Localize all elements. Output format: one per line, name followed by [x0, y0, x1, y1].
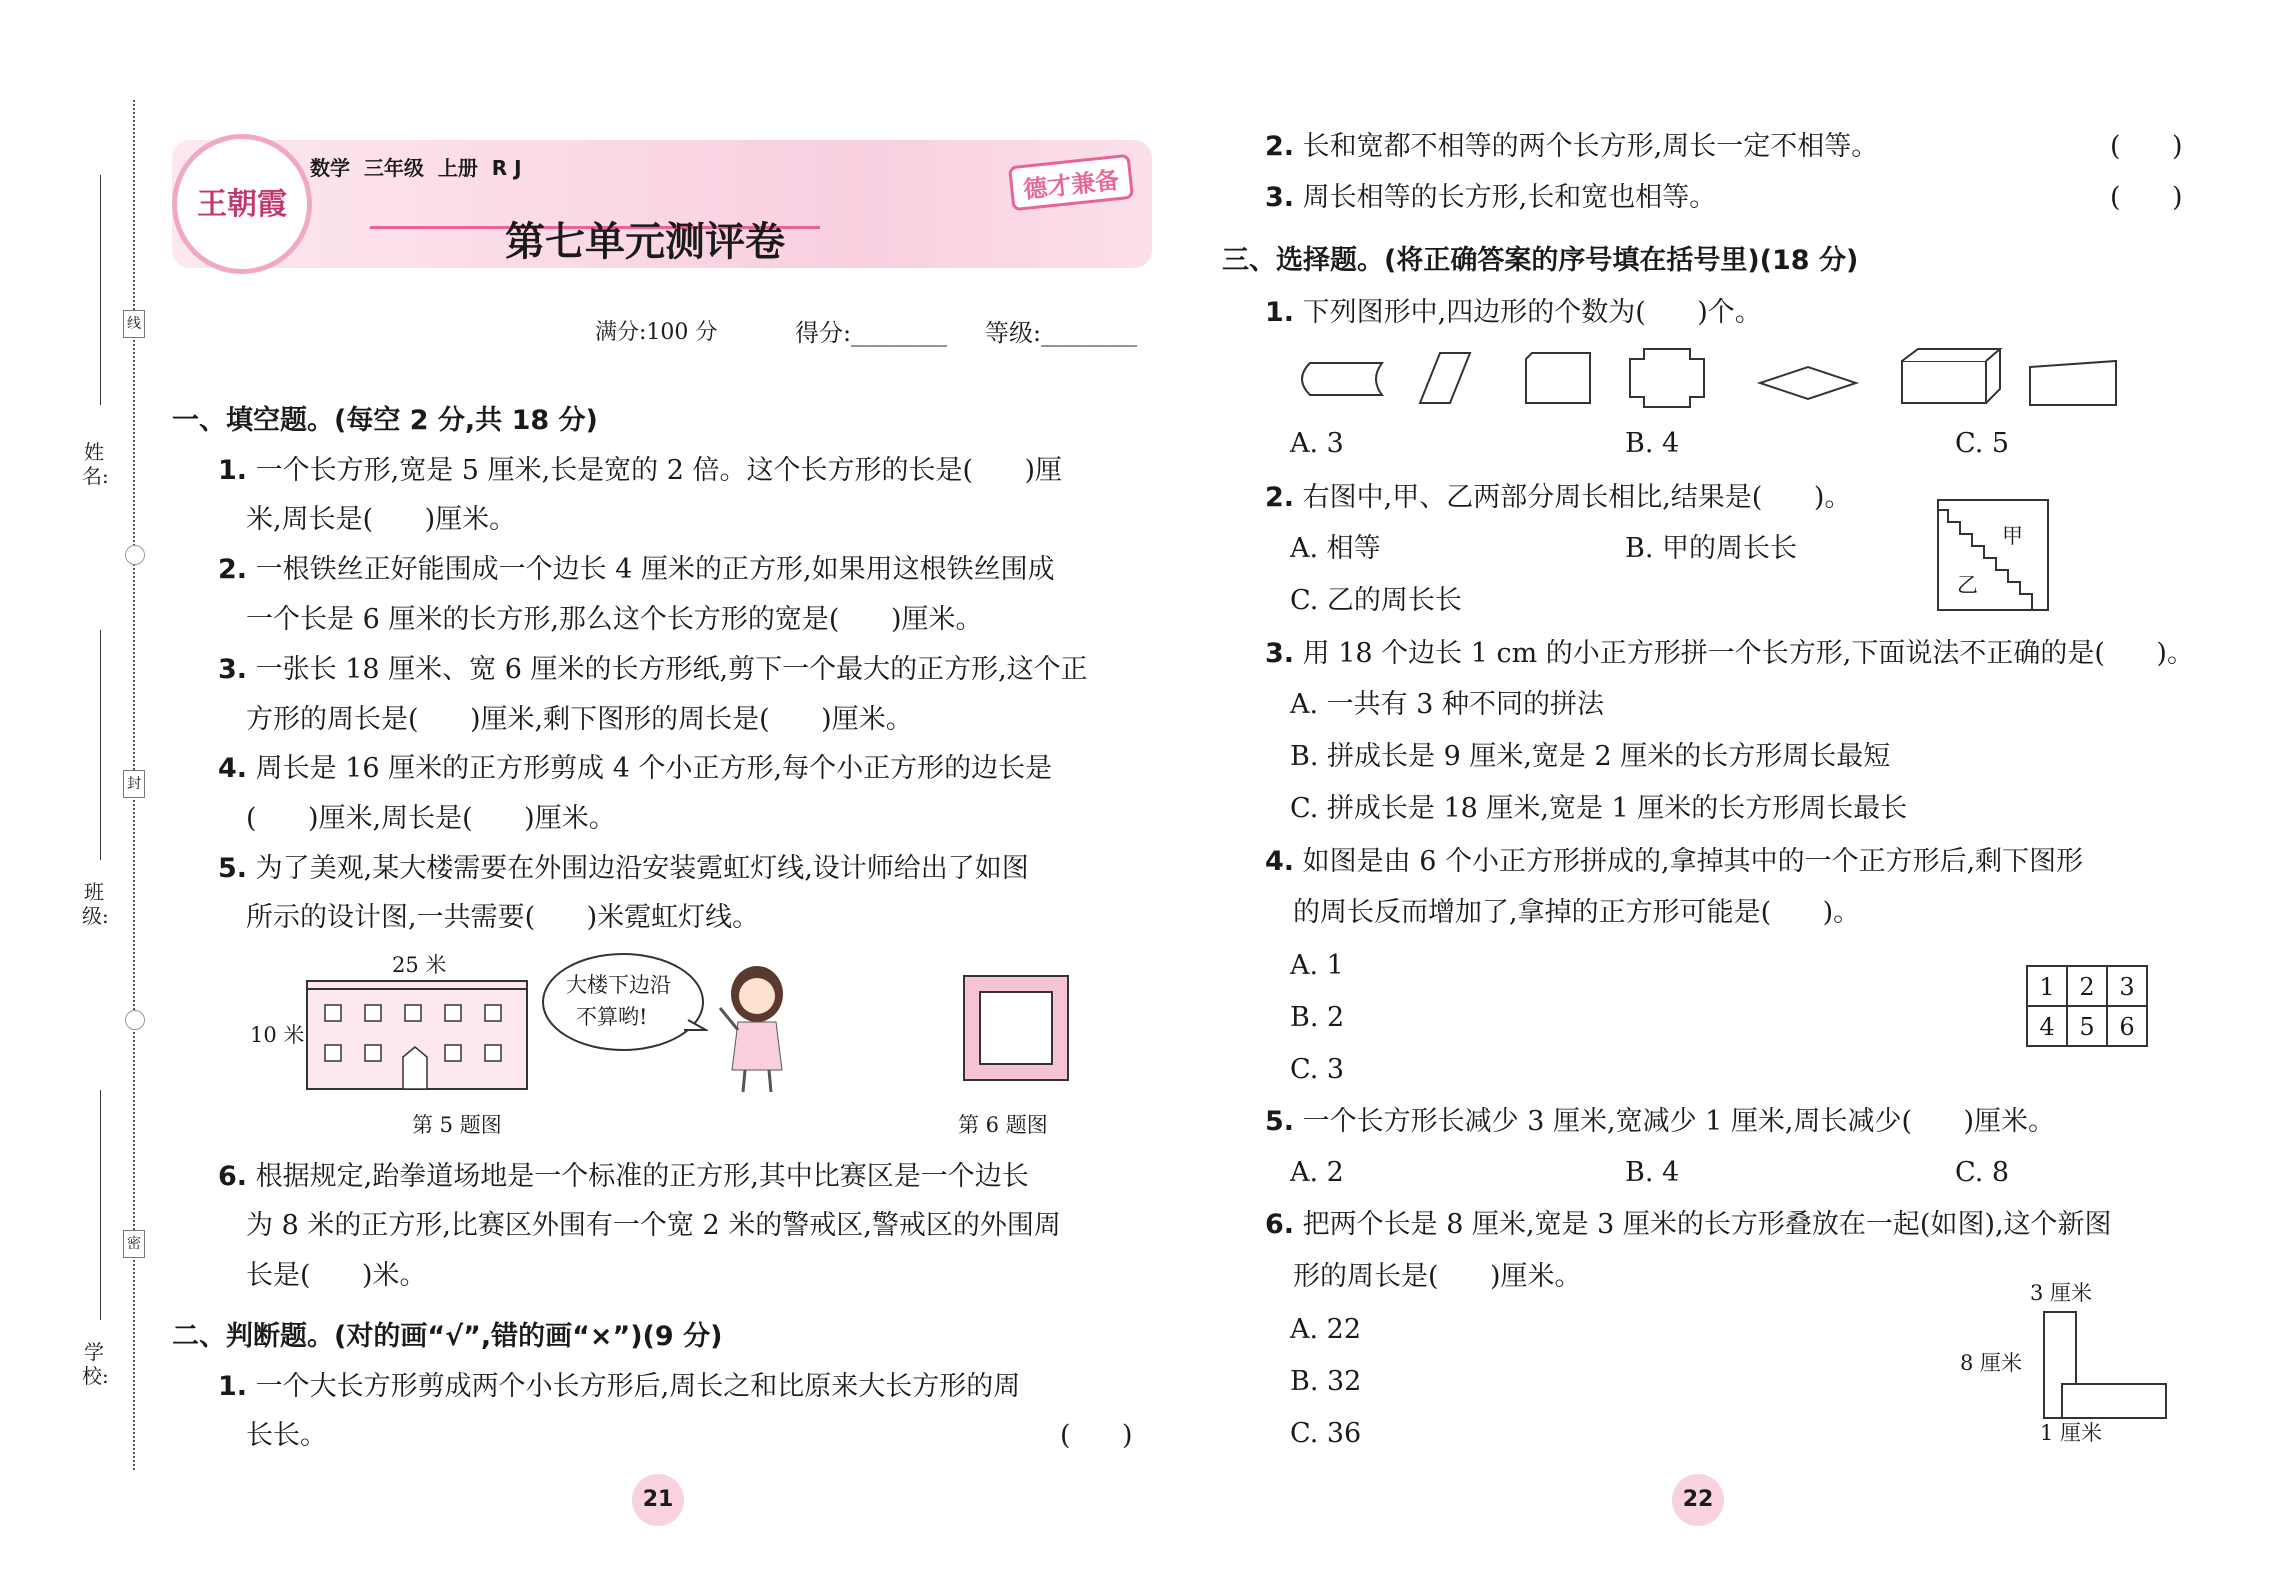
q3-6-line2: 形的周长是( )厘米。 [1293, 1261, 1582, 1292]
q1-2: 2. 一根铁丝正好能围成一个边长 4 厘米的正方形,如果用这根铁丝围成 [218, 554, 1055, 585]
q3-1-option-b[interactable]: B. 4 [1625, 428, 1680, 459]
score-field: 得分:________ [795, 319, 948, 347]
q3-6-option-b[interactable]: B. 32 [1290, 1366, 1362, 1397]
q3-6-overlap-figure [2040, 1308, 2170, 1420]
q3-1: 1. 下列图形中,四边形的个数为( )个。 [1265, 297, 1762, 328]
q3-6-fig-overlap-label: 1 厘米 [2040, 1421, 2103, 1445]
q3-3-option-c[interactable]: C. 拼成长是 18 厘米,宽是 1 厘米的长方形周长最长 [1290, 793, 1908, 824]
binding-school-label: 学 校: [82, 1340, 109, 1388]
binding-name-label: 姓 名: [82, 440, 109, 488]
fig6-caption: 第 6 题图 [958, 1113, 1048, 1137]
q1-6-line3: 长是( )米。 [246, 1260, 427, 1291]
section-2-heading: 二、判断题。(对的画“√”,错的画“×”)(9 分) [172, 1321, 723, 1352]
q3-4-grid-figure [2026, 965, 2148, 1047]
q2-2-answer-paren[interactable]: ( ) [2110, 131, 2183, 162]
q3-6-fig-height-label: 8 厘米 [1960, 1351, 2023, 1375]
q1-6-line2: 为 8 米的正方形,比赛区外围有一个宽 2 米的警戒区,警戒区的外围周 [246, 1210, 1061, 1241]
q2-1: 1. 一个大长方形剪成两个小长方形后,周长之和比原来大长方形的周 [218, 1371, 1021, 1402]
grade-field: 等级:________ [985, 319, 1138, 347]
q2-3: 3. 周长相等的长方形,长和宽也相等。 [1265, 182, 1717, 213]
grid-cell: 1 [2028, 967, 2068, 1007]
q1-4-line2: ( )厘米,周长是( )厘米。 [246, 803, 616, 834]
q1-2-line2: 一个长是 6 厘米的长方形,那么这个长方形的宽是( )厘米。 [246, 604, 983, 635]
q3-5: 5. 一个长方形长减少 3 厘米,宽减少 1 厘米,周长减少( )厘米。 [1265, 1106, 2056, 1137]
fig5-width-label: 25 米 [392, 953, 447, 977]
binding-knot [125, 1010, 145, 1030]
page-title: 第七单元测评卷 [505, 219, 785, 265]
q3-5-option-c[interactable]: C. 8 [1955, 1157, 2010, 1188]
grid-cell: 5 [2068, 1007, 2108, 1047]
q1-1-line2: 米,周长是( )厘米。 [246, 504, 517, 535]
grid-cell: 6 [2108, 1007, 2148, 1047]
q3-5-option-a[interactable]: A. 2 [1290, 1157, 1344, 1188]
header-meta: 数学 三年级 上册 R J [310, 156, 522, 180]
q3-4-option-a[interactable]: A. 1 [1290, 950, 1344, 981]
fig5-building [305, 975, 530, 1093]
q3-4-option-c[interactable]: C. 3 [1290, 1054, 1345, 1085]
q3-1-shapes [1290, 345, 2120, 415]
q3-2-fig-label-a: 甲 [2002, 524, 2023, 548]
binding-class-label: 班 级: [82, 880, 109, 928]
brand-name: 王朝霞 [197, 187, 287, 222]
section-3-heading: 三、选择题。(将正确答案的序号填在括号里)(18 分) [1222, 245, 1859, 276]
q3-1-option-c[interactable]: C. 5 [1955, 428, 2010, 459]
page-number-left: 21 [632, 1474, 684, 1526]
q3-3-option-b[interactable]: B. 拼成长是 9 厘米,宽是 2 厘米的长方形周长最短 [1290, 741, 1891, 772]
binding-mark-secret: 密 [123, 1230, 145, 1258]
q3-6-fig-width-label: 3 厘米 [2030, 1281, 2093, 1305]
q3-1-option-a[interactable]: A. 3 [1290, 428, 1344, 459]
binding-knot [125, 545, 145, 565]
fig5-height-label: 10 米 [250, 1023, 305, 1047]
q2-3-answer-paren[interactable]: ( ) [2110, 182, 2183, 213]
q1-4: 4. 周长是 16 厘米的正方形剪成 4 个小正方形,每个小正方形的边长是 [218, 753, 1053, 784]
class-underline [100, 630, 101, 860]
q3-4: 4. 如图是由 6 个小正方形拼成的,拿掉其中的一个正方形后,剩下图形 [1265, 846, 2084, 877]
score-full: 满分:100 分 [595, 320, 718, 345]
q3-6: 6. 把两个长是 8 厘米,宽是 3 厘米的长方形叠放在一起(如图),这个新图 [1265, 1209, 2112, 1240]
q3-3-option-a[interactable]: A. 一共有 3 种不同的拼法 [1290, 689, 1605, 720]
q1-6: 6. 根据规定,跆拳道场地是一个标准的正方形,其中比赛区是一个边长 [218, 1161, 1029, 1192]
q1-1: 1. 一个长方形,宽是 5 厘米,长是宽的 2 倍。这个长方形的长是( )厘 [218, 455, 1063, 486]
q3-6-option-c[interactable]: C. 36 [1290, 1418, 1362, 1449]
q3-2-fig-label-b: 乙 [1957, 573, 1978, 597]
q3-2-option-a[interactable]: A. 相等 [1290, 533, 1381, 564]
fig5-bubble-line2: 不算哟! [576, 1005, 648, 1029]
q2-2: 2. 长和宽都不相等的两个长方形,周长一定不相等。 [1265, 131, 1879, 162]
binding-mark-line: 线 [123, 310, 145, 338]
q1-5: 5. 为了美观,某大楼需要在外围边沿安装霓虹灯线,设计师给出了如图 [218, 853, 1029, 884]
brand-logo [172, 134, 312, 274]
binding-mark-seal: 封 [123, 770, 145, 798]
section-1-heading: 一、填空题。(每空 2 分,共 18 分) [172, 405, 598, 436]
q3-2-staircase-figure [1936, 498, 2052, 614]
slogan-badge: 德才兼备 [1008, 154, 1134, 212]
q2-1-answer-paren[interactable]: ( ) [1060, 1420, 1133, 1451]
name-underline [100, 175, 101, 405]
grid-cell: 4 [2028, 1007, 2068, 1047]
grid-cell: 2 [2068, 967, 2108, 1007]
q3-4-option-b[interactable]: B. 2 [1290, 1002, 1345, 1033]
q1-5-line2: 所示的设计图,一共需要( )米霓虹灯线。 [246, 902, 760, 933]
q2-1-line2: 长长。 [246, 1420, 327, 1451]
q3-2-option-c[interactable]: C. 乙的周长长 [1290, 585, 1462, 616]
fig5-bubble-line1: 大楼下边沿 [566, 973, 671, 997]
q3-4-line2: 的周长反而增加了,拿掉的正方形可能是( )。 [1293, 897, 1861, 928]
school-underline [100, 1090, 101, 1320]
q1-3-line2: 方形的周长是( )厘米,剩下图形的周长是( )厘米。 [246, 704, 913, 735]
q3-2-option-b[interactable]: B. 甲的周长长 [1625, 533, 1798, 564]
fig6-square-frame [962, 974, 1072, 1084]
q3-3: 3. 用 18 个边长 1 cm 的小正方形拼一个长方形,下面说法不正确的是( )。 [1265, 638, 2194, 669]
page-number-right: 22 [1672, 1474, 1724, 1526]
fig5-caption: 第 5 题图 [412, 1113, 502, 1137]
q3-6-option-a[interactable]: A. 22 [1290, 1314, 1362, 1345]
girl-illustration [712, 960, 802, 1100]
q3-2: 2. 右图中,甲、乙两部分周长相比,结果是( )。 [1265, 482, 1852, 513]
q3-5-option-b[interactable]: B. 4 [1625, 1157, 1680, 1188]
grid-cell: 3 [2108, 967, 2148, 1007]
q1-3: 3. 一张长 18 厘米、宽 6 厘米的长方形纸,剪下一个最大的正方形,这个正 [218, 654, 1088, 685]
